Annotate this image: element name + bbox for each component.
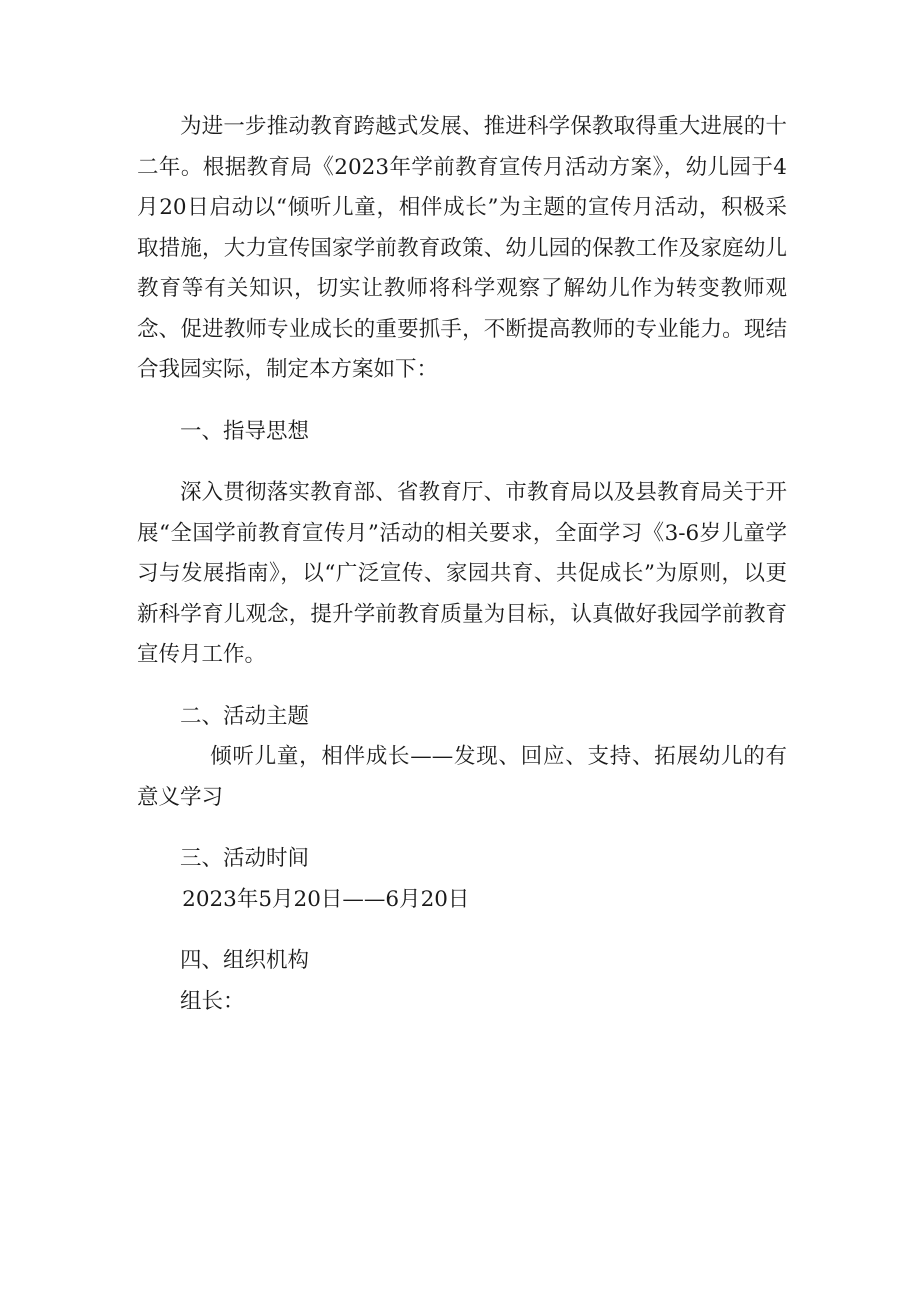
document-body (137, 107, 787, 1022)
section-heading-activity-theme: 二、活动主题 (180, 703, 310, 729)
guiding-ideology-paragraph: 深入贯彻落实教育部、省教育厅、市教育局以及县教育局关于开展“全国学前教育宣传月”活动的相关要求，全面学习《3-6岁儿童学习与发展指南》，以“广泛宣传、家园共育、共促成长”为原则，以更新科学育儿观念，提升学前教育质量为目标，认真做好我园学前教育宣传月工作。 (137, 480, 787, 667)
section-heading-guiding-ideology: 一、指导思想 (180, 418, 310, 444)
team-leader-label: 组长： (180, 988, 245, 1014)
activity-theme-paragraph: 倾听儿童，相伴成长——发现、回应、支持、拓展幼儿的有意义学习 (137, 744, 787, 810)
activity-time-paragraph: 2023年5月20日——6月20日 (182, 886, 470, 912)
section-heading-activity-time: 三、活动时间 (180, 846, 310, 871)
intro-paragraph: 为进一步推动教育跨越式发展、推进科学保教取得重大进展的十二年。根据教育局《2023年学前教育宣传月活动方案》，幼儿园于4月20日启动以“倾听儿童，相伴成长”为主题的宣传月活动，积极采取措施，大力宣传国家学前教育政策、幼儿园的保教工作及家庭幼儿教育等有关知识，切实让教师将科学观察了解幼儿作为转变教师观念、促进教师专业成长的重要抓手，不断提高教师的专业能力。现结合我园实际，制定本方案如下： (137, 114, 787, 382)
section-heading-organization: 四、组织机构 (180, 948, 310, 973)
